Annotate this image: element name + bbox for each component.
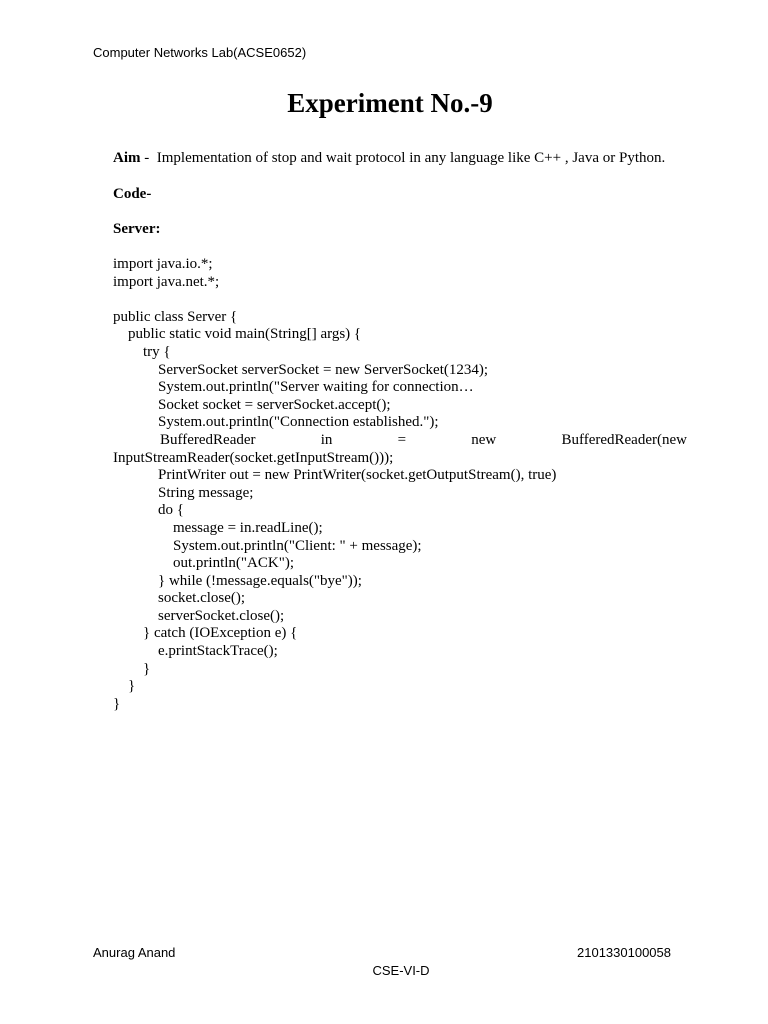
code-word: in (320, 431, 333, 448)
running-header: Computer Networks Lab(ACSE0652) (93, 45, 307, 60)
code-line: import java.io.*; (113, 256, 213, 272)
code-line: String message; (113, 484, 254, 501)
code-line: System.out.println("Server waiting for connection… (113, 379, 474, 396)
code-line: do { (113, 502, 184, 519)
code-line: } (113, 678, 136, 695)
code-line: } (113, 660, 151, 677)
code-word: new (471, 431, 497, 448)
code-line: PrintWriter out = new PrintWriter(socket.getOutputStream(), true) (113, 467, 557, 484)
code-line: message = in.readLine(); (113, 519, 323, 536)
code-line: InputStreamReader(socket.getInputStream())); (113, 449, 394, 466)
server-heading: Server: (113, 221, 161, 237)
code-line: import java.net.*; (113, 273, 220, 290)
code-line-justified (113, 432, 687, 450)
code-word: = (397, 431, 407, 448)
code-line: serverSocket.close(); (113, 607, 285, 624)
code-line: try { (113, 343, 171, 360)
code-line: out.println("ACK"); (113, 555, 294, 572)
code-line: } catch (IOException e) { (113, 625, 298, 642)
code-word: BufferedReader(new (561, 431, 687, 448)
code-line (113, 291, 687, 309)
code-line: socket.close(); (113, 590, 246, 607)
code-line: ServerSocket serverSocket = new ServerSocket(1234); (113, 361, 489, 378)
code-block (113, 256, 687, 713)
code-line: System.out.println("Connection established."); (113, 414, 439, 431)
aim-separator: - (140, 150, 157, 166)
code-line: System.out.println("Client: " + message); (113, 537, 422, 554)
aim-paragraph (113, 149, 665, 167)
code-line: public class Server { (113, 308, 238, 325)
aim-text: Implementation of stop and wait protocol in any language like C++ , Java or Python. (156, 150, 666, 166)
code-line: e.printStackTrace(); (113, 643, 278, 660)
code-line: } (113, 695, 121, 712)
footer-author-name: Anurag Anand (93, 945, 176, 960)
footer-roll-number: 2101330100058 (577, 945, 671, 960)
footer-section: CSE-VI-D (372, 963, 430, 978)
code-line: } while (!message.equals("bye")); (113, 572, 362, 589)
aim-label: Aim (113, 150, 141, 166)
code-word: BufferedReader (160, 431, 256, 448)
code-line: Socket socket = serverSocket.accept(); (113, 396, 391, 413)
code-line: public static void main(String[] args) { (113, 326, 362, 343)
code-heading: Code- (113, 186, 152, 202)
page-title: Experiment No.-9 (287, 88, 493, 118)
